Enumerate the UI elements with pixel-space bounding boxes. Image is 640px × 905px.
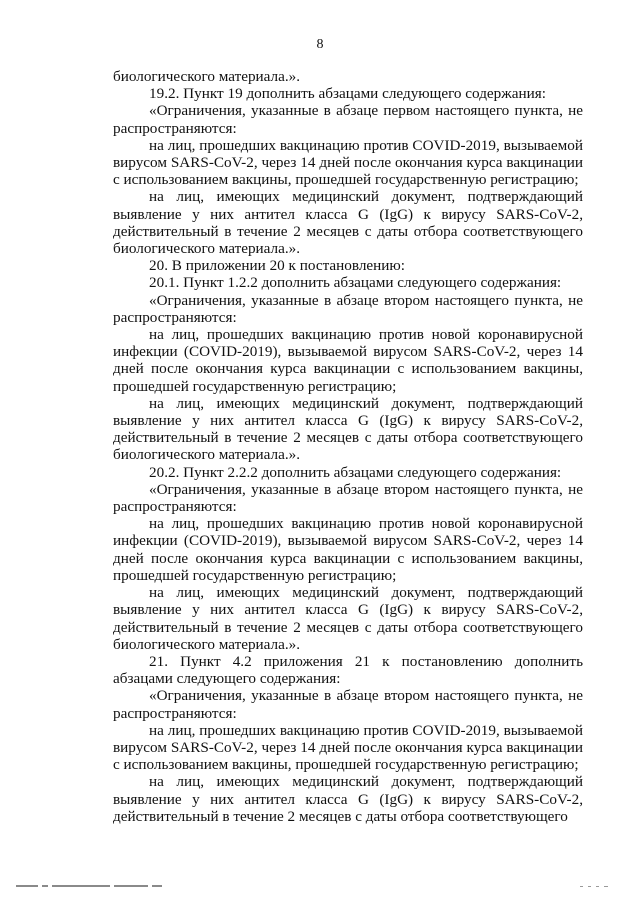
- page-number: 8: [316, 37, 324, 52]
- paragraph-vaccinated-persons: на лиц, прошедших вакцинацию против COVID-2019, вызываемой вирусом SARS-CoV-2, через 14 дней после окончания курса вакцинации с использованием вакцины, прошедшей государственную регистрацию;: [113, 136, 583, 189]
- scan-artifact-left: [16, 885, 162, 888]
- scan-artifact-right: [580, 886, 610, 888]
- paragraph-antibody-holders: на лиц, имеющих медицинский документ, подтверждающий выявление у них антител класса G (IgG) к вирусу SARS-CoV-2, действительный в течение 2 месяцев с даты отбора соответствующего биологического материала.».: [113, 394, 583, 464]
- paragraph-restriction-intro: «Ограничения, указанные в абзаце втором настоящего пункта, не распространяются:: [113, 687, 583, 722]
- paragraph-item-21: 21. Пункт 4.2 приложения 21 к постановлению дополнить абзацами следующего содержания:: [113, 652, 583, 688]
- paragraph-item-20-2: 20.2. Пункт 2.2.2 дополнить абзацами следующего содержания:: [149, 463, 562, 481]
- paragraph-item-20: 20. В приложении 20 к постановлению:: [149, 257, 405, 275]
- document-body: [113, 68, 583, 825]
- paragraph-item-19-2: 19.2. Пункт 19 дополнить абзацами следующего содержания:: [149, 85, 546, 103]
- paragraph-restriction-intro: «Ограничения, указанные в абзаце втором настоящего пункта, не распространяются:: [113, 291, 583, 326]
- paragraph-vaccinated-persons: на лиц, прошедших вакцинацию против новой коронавирусной инфекции (COVID-2019), вызываемой вирусом SARS-CoV-2, через 14 дней после окончания курса вакцинации с использованием вакцины, прошедшей государственную регистрацию;: [113, 326, 583, 395]
- paragraph-item-20-1: 20.1. Пункт 1.2.2 дополнить абзацами следующего содержания:: [149, 274, 562, 292]
- paragraph-restriction-intro: «Ограничения, указанные в абзаце первом настоящего пункта, не распространяются:: [113, 102, 583, 137]
- paragraph-continuation: биологического материала.».: [113, 68, 301, 85]
- paragraph-antibody-holders: на лиц, имеющих медицинский документ, подтверждающий выявление у них антител класса G (IgG) к вирусу SARS-CoV-2, действительный в течение 2 месяцев с даты отбора соответствующего биологического материала.».: [113, 584, 583, 653]
- paragraph-antibody-holders: на лиц, имеющих медицинский документ, подтверждающий выявление у них антител класса G (IgG) к вирусу SARS-CoV-2, действительный в течение 2 месяцев с даты отбора соответствующего: [113, 773, 583, 825]
- paragraph-vaccinated-persons: на лиц, прошедших вакцинацию против новой коронавирусной инфекции (COVID-2019), вызываемой вирусом SARS-CoV-2, через 14 дней после окончания курса вакцинации с использованием вакцины, прошедшей государственную регистрацию;: [113, 515, 583, 584]
- paragraph-antibody-holders: на лиц, имеющих медицинский документ, подтверждающий выявление у них антител класса G (IgG) к вирусу SARS-CoV-2, действительный в течение 2 месяцев с даты отбора соответствующего биологического материала.».: [113, 188, 583, 258]
- paragraph-vaccinated-persons: на лиц, прошедших вакцинацию против COVID-2019, вызываемой вирусом SARS-CoV-2, через 14 дней после окончания курса вакцинации с использованием вакцины, прошедшей государственную регистрацию;: [113, 721, 583, 774]
- paragraph-restriction-intro: «Ограничения, указанные в абзаце втором настоящего пункта, не распространяются:: [113, 480, 583, 516]
